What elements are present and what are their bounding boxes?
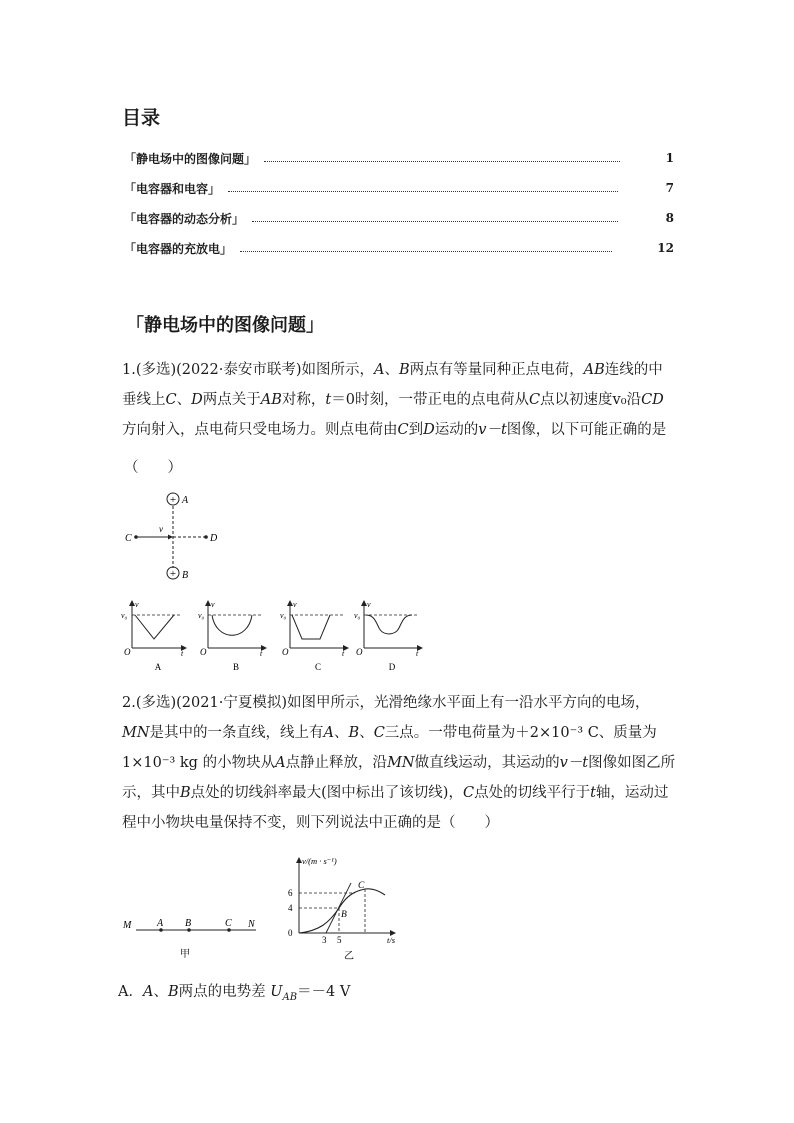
svg-text:v₀: v₀	[121, 611, 128, 620]
toc-item-page: 7	[665, 181, 674, 195]
label-m: M	[123, 920, 132, 931]
svg-text:O: O	[124, 647, 131, 657]
svg-text:v₀: v₀	[198, 611, 205, 620]
figure-jia	[118, 915, 268, 963]
toc-item[interactable]	[124, 180, 674, 196]
toc-leader-dots	[240, 244, 612, 252]
figure-yi-caption: 乙	[344, 951, 354, 962]
label-c: C	[125, 533, 132, 544]
svg-text:v: v	[135, 600, 139, 609]
label-b: B	[182, 570, 189, 581]
toc-title: 目录	[122, 107, 161, 129]
svg-text:5: 5	[337, 935, 342, 945]
label-d: D	[210, 533, 218, 544]
charge-diagram	[120, 488, 230, 588]
toc-item-page: 12	[657, 241, 674, 255]
toc-item-label: 「静电场中的图像问题」	[124, 151, 257, 166]
label-v: v	[159, 524, 163, 534]
svg-text:O: O	[356, 647, 363, 657]
svg-text:6: 6	[288, 888, 293, 898]
toc-item[interactable]	[124, 210, 674, 226]
graph-c	[280, 600, 348, 672]
yi-point-c: C	[358, 881, 365, 891]
toc-item[interactable]	[124, 150, 674, 166]
charge-b-plus: +	[169, 568, 177, 580]
toc-leader-dots	[252, 214, 618, 222]
graph-d	[354, 600, 422, 672]
svg-text:O: O	[282, 647, 289, 657]
graph-b-caption: B	[232, 662, 240, 672]
toc-item-label: 「电容器的动态分析」	[124, 211, 245, 226]
svg-text:0: 0	[288, 928, 293, 938]
answer-bracket: （ ）	[124, 460, 182, 476]
graph-b	[198, 600, 266, 672]
option-a[interactable]: A．A、B两点的电势差 $U_{AB}=-4$ V	[118, 984, 351, 1003]
label-c2: C	[225, 918, 232, 929]
svg-text:t: t	[181, 649, 184, 658]
label-b2: B	[185, 918, 192, 929]
svg-text:t: t	[260, 649, 263, 658]
figure-yi	[285, 855, 405, 963]
svg-text:v₀: v₀	[354, 611, 361, 620]
yi-xlabel: t/s	[387, 935, 396, 945]
label-a: A	[182, 495, 189, 506]
svg-text:v: v	[367, 600, 371, 609]
vt-option-graphs	[118, 598, 428, 672]
section-title: 「静电场中的图像问题」	[126, 315, 324, 336]
svg-text:t: t	[342, 649, 345, 658]
toc-item-label: 「电容器和电容」	[124, 181, 221, 196]
graph-a-caption: A	[154, 662, 162, 672]
toc-item[interactable]	[124, 240, 674, 256]
yi-ylabel: v/(m · s⁻¹)	[302, 856, 337, 866]
graph-d-caption: D	[388, 662, 396, 672]
toc-item-page: 8	[665, 211, 674, 225]
figure-jia-caption: 甲	[180, 949, 190, 960]
graph-a	[121, 600, 186, 672]
label-a2: A	[157, 918, 164, 929]
question-1-text: 1.(多选)(2022·泰安市联考)如图所示，A、B两点有等量同种正点电荷，AB连线的中垂线上C、D两点关于AB对称，t＝0时刻，一带正电的点电荷从C点以初速度v₀沿CD方向射入，点电荷只受电场力。则点电荷由C到D运动的v－t图像，以下可能正确的是	[122, 362, 667, 438]
graph-c-caption: C	[314, 662, 322, 672]
svg-text:4: 4	[288, 903, 293, 913]
svg-text:3: 3	[322, 935, 327, 945]
svg-text:v: v	[211, 600, 215, 609]
yi-point-b: B	[341, 910, 347, 920]
toc-item-label: 「电容器的充放电」	[124, 241, 233, 256]
svg-text:t: t	[416, 649, 419, 658]
charge-a-plus: +	[169, 494, 177, 506]
svg-text:O: O	[200, 647, 207, 657]
toc-leader-dots	[264, 154, 620, 162]
toc-item-page: 1	[665, 151, 674, 165]
svg-text:v: v	[293, 600, 297, 609]
label-n: N	[248, 919, 255, 930]
question-2-text: 2.(多选)(2021·宁夏模拟)如图甲所示，光滑绝缘水平面上有一沿水平方向的电场，MN是其中的一条直线，线上有A、B、C三点。一带电荷量为＋2×10⁻³ C、质量为 1×10⁻³ kg 的小物块从A点静止释放，沿MN做直线运动，其运动的v－t图像如图乙所示，其中B点处的切线斜率最大(图中标出了该切线)，C点处的切线平行于t轴，运动过程中小物块电量保持不变，则下列说法中正确的是（ ）	[122, 695, 676, 831]
toc-leader-dots	[228, 184, 618, 192]
svg-text:v₀: v₀	[280, 611, 287, 620]
